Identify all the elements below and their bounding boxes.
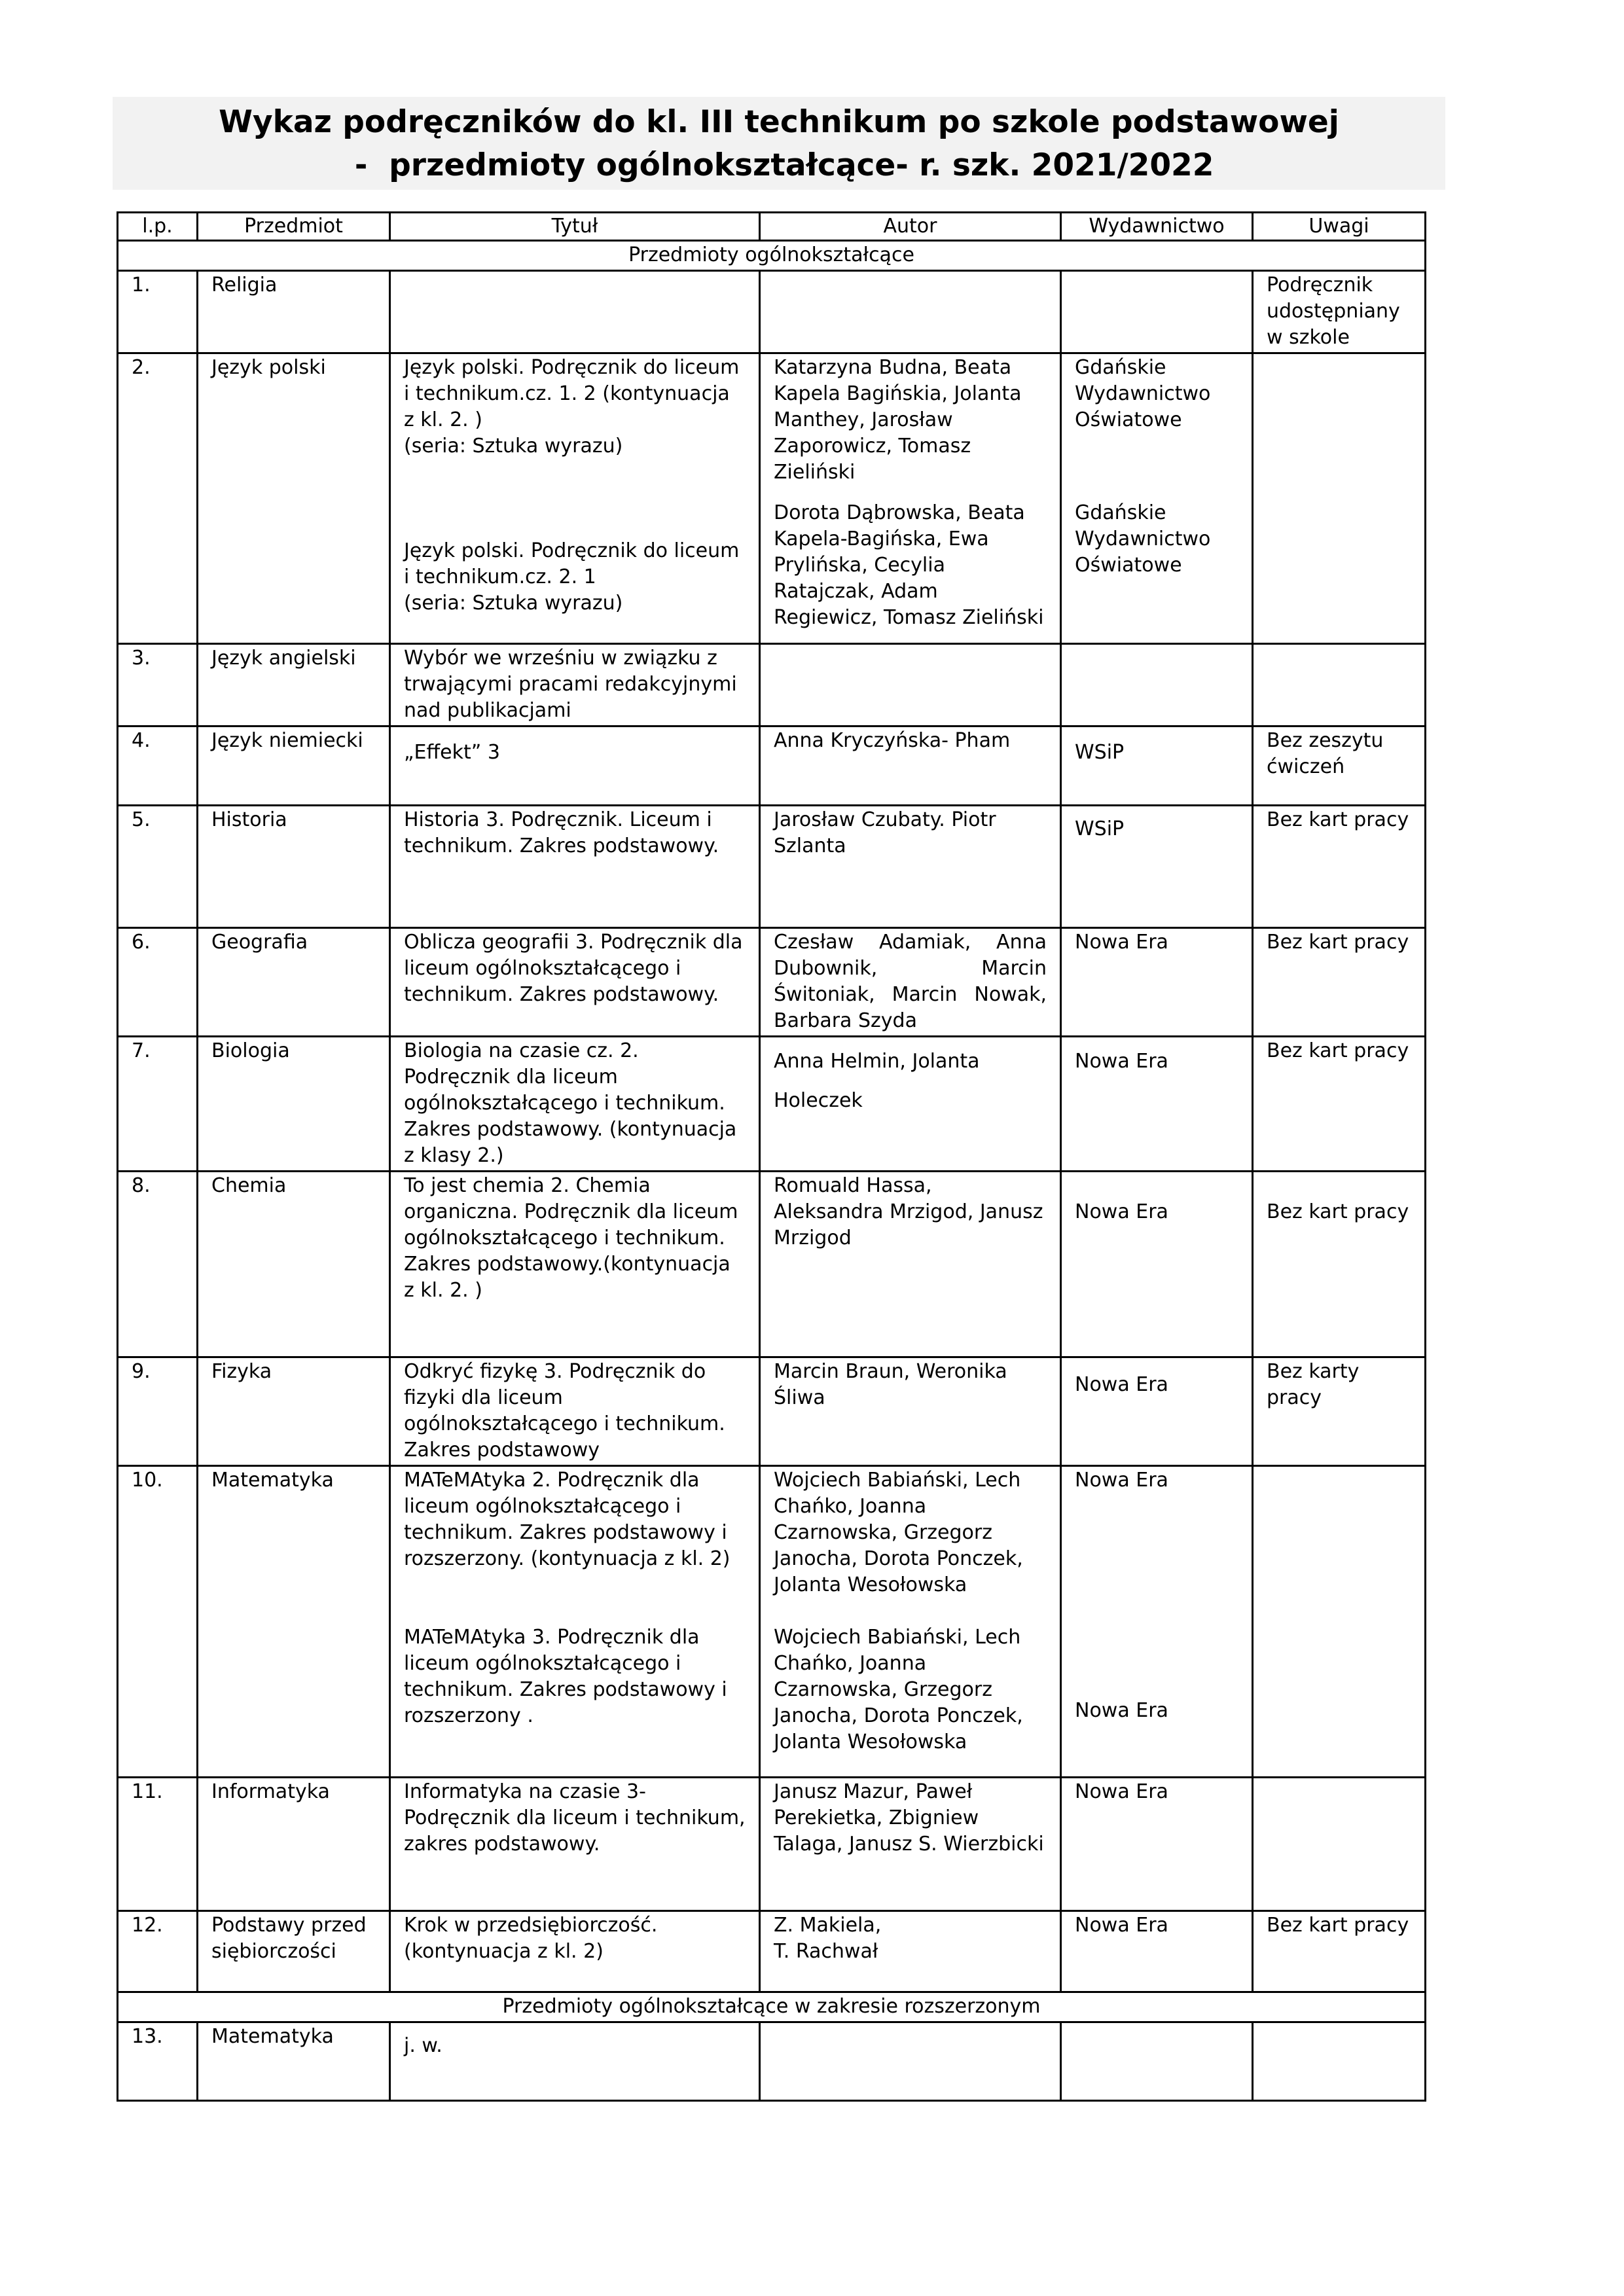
title-line-1: Krok w przedsiębiorczość.: [404, 1914, 658, 1937]
row-title: Historia 3. Podręcznik. Liceum i technikum. Zakres podstawowy.: [390, 806, 760, 928]
row-author: [760, 1466, 1061, 1778]
publisher-text: WSiP: [1075, 741, 1125, 764]
row-lp: 9.: [118, 1357, 198, 1466]
table-row: [118, 353, 1426, 644]
publisher-part-1: Gdańskie Wydawnictwo Oświatowe: [1075, 356, 1211, 431]
header-author: Autor: [760, 213, 1061, 241]
row-subject: Chemia: [198, 1172, 390, 1357]
row-publisher: [1061, 353, 1253, 644]
row-subject: Język polski: [198, 353, 390, 644]
row-publisher: [1061, 2022, 1253, 2101]
row-title: Oblicza geografii 3. Podręcznik dla liceum ogólnokształcącego i technikum. Zakres podstawowy.: [390, 928, 760, 1037]
row-subject: Podstawy przedsiębiorczości: [198, 1911, 390, 1992]
section-general: Przedmioty ogólnokształcące: [118, 241, 1426, 271]
row-title: [390, 271, 760, 353]
row-subject: Język niemiecki: [198, 726, 390, 806]
publisher-text: Nowa Era: [1075, 1050, 1168, 1073]
author-line-1: Z. Makiela,: [774, 1914, 882, 1937]
row-subject: Matematyka: [198, 2022, 390, 2101]
row-title: Informatyka na czasie 3- Podręcznik dla liceum i technikum, zakres podstawowy.: [390, 1778, 760, 1911]
row-notes: Bez karty pracy: [1253, 1357, 1426, 1466]
row-author: Anna Kryczyńska- Pham: [760, 726, 1061, 806]
author-part-1: Katarzyna Budna, Beata Kapela Bagińskia, Jolanta Manthey, Jarosław Zaporowicz, Tomasz Zieliński: [774, 356, 1022, 484]
row-publisher: [1061, 644, 1253, 726]
title-part-1: MATeMAtyka 2. Podręcznik dla liceum ogólnokształcącego i technikum. Zakres podstawowy i rozszerzony. (kontynuacja z kl. 2): [404, 1469, 731, 1570]
row-subject: Historia: [198, 806, 390, 928]
row-notes: Bez kart pracy: [1253, 928, 1426, 1037]
row-author: Marcin Braun, Weronika Śliwa: [760, 1357, 1061, 1466]
document-title: [113, 97, 1445, 190]
row-lp: 12.: [118, 1911, 198, 1992]
row-author: [760, 2022, 1061, 2101]
row-author: [760, 1911, 1061, 1992]
row-notes: [1253, 644, 1426, 726]
row-subject: Religia: [198, 271, 390, 353]
row-lp: 3.: [118, 644, 198, 726]
table-row: [118, 1911, 1426, 1992]
publisher-text: WSiP: [1075, 817, 1125, 840]
row-title: [390, 726, 760, 806]
row-lp: 4.: [118, 726, 198, 806]
table-row: [118, 806, 1426, 928]
title-part-1: Język polski. Podręcznik do liceum i technikum.cz. 1. 2 (kontynuacja z kl. 2. ): [404, 356, 740, 431]
table-row: [118, 271, 1426, 353]
row-lp: 5.: [118, 806, 198, 928]
row-author: Jarosław Czubaty. Piotr Szlanta: [760, 806, 1061, 928]
notes-text: Bez kart pracy: [1267, 1200, 1409, 1223]
row-author: Czesław Adamiak, Anna Dubownik, Marcin Świtoniak, Marcin Nowak, Barbara Szyda: [760, 928, 1061, 1037]
author-line-2: T. Rachwał: [774, 1940, 878, 1963]
table-row: [118, 2022, 1426, 2101]
row-subject: Matematyka: [198, 1466, 390, 1778]
row-lp: 11.: [118, 1778, 198, 1911]
row-notes: [1253, 1778, 1426, 1911]
row-notes: Bez kart pracy: [1253, 1037, 1426, 1172]
author-line-1: Anna Helmin, Jolanta: [774, 1050, 980, 1073]
row-author: [760, 644, 1061, 726]
row-notes: [1253, 1466, 1426, 1778]
row-notes: [1253, 1172, 1426, 1357]
header-row: [118, 213, 1426, 241]
table-row: [118, 1778, 1426, 1911]
row-subject: Informatyka: [198, 1778, 390, 1911]
row-notes: Bez kart pracy: [1253, 1911, 1426, 1992]
row-lp: 8.: [118, 1172, 198, 1357]
row-notes: Podręcznik udostępniany w szkole: [1253, 271, 1426, 353]
title-line-2: (kontynuacja z kl. 2): [404, 1940, 604, 1963]
row-notes: Bez zeszytu ćwiczeń: [1253, 726, 1426, 806]
row-lp: 13.: [118, 2022, 198, 2101]
author-part-1: Wojciech Babiański, Lech Chańko, Joanna Czarnowska, Grzegorz Janocha, Dorota Ponczek, Jolanta Wesołowska: [774, 1469, 1023, 1596]
row-subject: Geografia: [198, 928, 390, 1037]
section-extended: Przedmioty ogólnokształcące w zakresie rozszerzonym: [118, 1992, 1426, 2022]
publisher-part-1: Nowa Era: [1075, 1469, 1168, 1492]
row-author: [760, 271, 1061, 353]
author-line-2: Holeczek: [774, 1089, 863, 1112]
row-publisher: [1061, 806, 1253, 928]
row-publisher: [1061, 1466, 1253, 1778]
row-publisher: Nowa Era: [1061, 1911, 1253, 1992]
title-text: „Effekt” 3: [404, 741, 500, 764]
textbook-table: [117, 211, 1426, 2102]
row-title: To jest chemia 2. Chemia organiczna. Podręcznik dla liceum ogólnokształcącego i technikum. Zakres podstawowy.(kontynuacja z kl. 2. ): [390, 1172, 760, 1357]
row-title: [390, 1466, 760, 1778]
header-subject: Przedmiot: [198, 213, 390, 241]
row-notes: Bez kart pracy: [1253, 806, 1426, 928]
row-publisher: [1061, 1037, 1253, 1172]
row-publisher: Nowa Era: [1061, 928, 1253, 1037]
row-author: Janusz Mazur, Paweł Perekietka, Zbigniew Talaga, Janusz S. Wierzbicki: [760, 1778, 1061, 1911]
row-lp: 2.: [118, 353, 198, 644]
row-title: [390, 1911, 760, 1992]
publisher-text: Nowa Era: [1075, 1373, 1168, 1396]
table-row: [118, 726, 1426, 806]
title-line-1: Wykaz podręczników do kl. III technikum po szkole podstawowej: [219, 104, 1339, 140]
row-author: [760, 353, 1061, 644]
row-lp: 1.: [118, 271, 198, 353]
publisher-part-2: Gdańskie Wydawnictwo Oświatowe: [1075, 501, 1211, 577]
row-notes: [1253, 2022, 1426, 2101]
header-notes: Uwagi: [1253, 213, 1426, 241]
table-row: [118, 1172, 1426, 1357]
section-row: [118, 241, 1426, 271]
row-author: [760, 1037, 1061, 1172]
row-publisher: [1061, 1172, 1253, 1357]
row-lp: 10.: [118, 1466, 198, 1778]
header-title: Tytuł: [390, 213, 760, 241]
title-part-1-series: (seria: Sztuka wyrazu): [404, 435, 623, 457]
row-subject: Fizyka: [198, 1357, 390, 1466]
header-publisher: Wydawnictwo: [1061, 213, 1253, 241]
author-part-2: Dorota Dąbrowska, Beata Kapela-Bagińska, Ewa Prylińska, Cecylia Ratajczak, Adam Regiewicz, Tomasz Zieliński: [774, 501, 1044, 629]
section-row: [118, 1992, 1426, 2022]
row-subject: Biologia: [198, 1037, 390, 1172]
publisher-text: Nowa Era: [1075, 1200, 1168, 1223]
row-publisher: Nowa Era: [1061, 1778, 1253, 1911]
table-row: [118, 1357, 1426, 1466]
row-publisher: [1061, 726, 1253, 806]
table-row: [118, 1466, 1426, 1778]
row-notes: [1253, 353, 1426, 644]
publisher-part-2: Nowa Era: [1075, 1699, 1168, 1722]
author-part-2: Wojciech Babiański, Lech Chańko, Joanna Czarnowska, Grzegorz Janocha, Dorota Ponczek, Jolanta Wesołowska: [774, 1626, 1023, 1753]
row-lp: 7.: [118, 1037, 198, 1172]
title-part-2: Język polski. Podręcznik do liceum i technikum.cz. 2. 1: [404, 539, 740, 588]
row-subject: Język angielski: [198, 644, 390, 726]
table-row: [118, 1037, 1426, 1172]
row-title: Biologia na czasie cz. 2. Podręcznik dla liceum ogólnokształcącego i technikum. Zakres podstawowy. (kontynuacja z klasy 2.): [390, 1037, 760, 1172]
row-lp: 6.: [118, 928, 198, 1037]
row-title: [390, 2022, 760, 2101]
header-lp: l.p.: [118, 213, 198, 241]
row-title: Wybór we wrześniu w związku z trwającymi pracami redakcyjnymi nad publikacjami: [390, 644, 760, 726]
row-title: [390, 353, 760, 644]
row-publisher: [1061, 271, 1253, 353]
table-row: [118, 644, 1426, 726]
title-part-2-series: (seria: Sztuka wyrazu): [404, 592, 623, 615]
title-line-2: - przedmioty ogólnokształcące- r. szk. 2021/2022: [344, 147, 1214, 183]
row-publisher: [1061, 1357, 1253, 1466]
title-part-2: MATeMAtyka 3. Podręcznik dla liceum ogólnokształcącego i technikum. Zakres podstawowy i rozszerzony .: [404, 1626, 727, 1727]
row-title: Odkryć fizykę 3. Podręcznik do fizyki dla liceum ogólnokształcącego i technikum. Zakres podstawowy: [390, 1357, 760, 1466]
row-author: Romuald Hassa, Aleksandra Mrzigod, Janusz Mrzigod: [760, 1172, 1061, 1357]
table-row: [118, 928, 1426, 1037]
title-text: j. w.: [404, 2034, 442, 2057]
